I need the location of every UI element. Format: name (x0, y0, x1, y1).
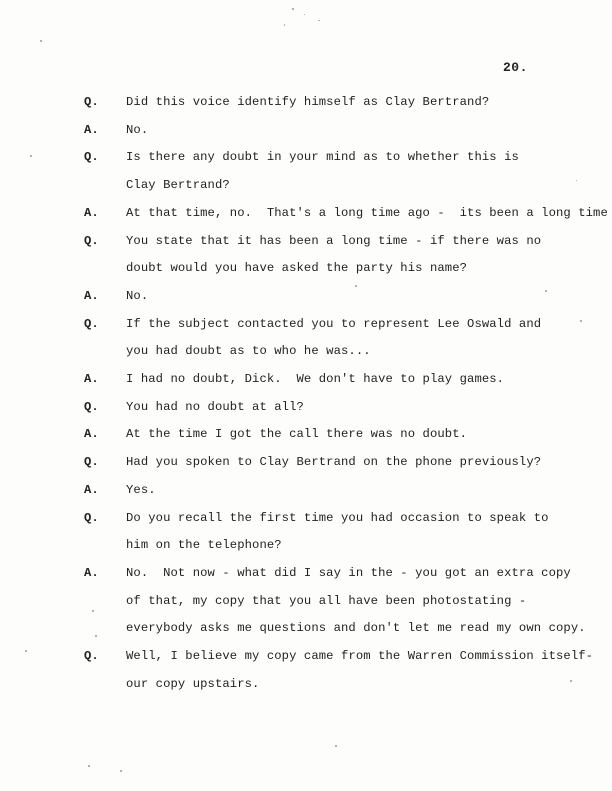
transcript-text: No. (126, 123, 149, 137)
speaker-label: A. (84, 372, 99, 386)
transcript-text: I had no doubt, Dick. We don't have to play games. (126, 372, 505, 386)
transcript-text: you had doubt as to who he was... (126, 344, 371, 358)
scan-speck (40, 40, 42, 42)
transcript-text: No. (126, 289, 149, 303)
transcript-line (0, 205, 612, 221)
transcript-line (0, 510, 612, 526)
transcript-line (0, 149, 612, 165)
scan-speck (355, 285, 357, 287)
speaker-label: Q. (84, 455, 99, 469)
transcript-line (0, 426, 612, 442)
speaker-label: A. (84, 427, 99, 441)
transcript-text: At the time I got the call there was no doubt. (126, 427, 468, 441)
speaker-label: Q. (84, 511, 99, 525)
transcript-line (0, 288, 612, 304)
speaker-label: Q. (84, 649, 99, 663)
scan-speck (120, 770, 122, 772)
transcript-line (0, 620, 612, 636)
transcript-line (0, 482, 612, 498)
transcript-text: No. Not now - what did I say in the - you got an extra copy (126, 566, 571, 580)
transcript-text: him on the telephone? (126, 538, 282, 552)
scan-speck (92, 610, 94, 612)
transcript-line (0, 316, 612, 332)
scan-speck (292, 8, 294, 10)
speaker-label: A. (84, 566, 99, 580)
speaker-label: A. (84, 483, 99, 497)
transcript-text: doubt would you have asked the party his name? (126, 261, 468, 275)
transcript-text: our copy upstairs. (126, 677, 260, 691)
transcript-text: Do you recall the first time you had occasion to speak to (126, 511, 549, 525)
page-number: 20. (503, 60, 528, 75)
transcript-text: Is there any doubt in your mind as to whether this is (126, 150, 519, 164)
transcript-text: At that time, no. That's a long time ago - its been a long time (126, 206, 608, 220)
speaker-label: A. (84, 289, 99, 303)
scan-speck (88, 765, 90, 767)
transcript-text: You state that it has been a long time - if there was no (126, 234, 542, 248)
scan-speck (335, 745, 337, 747)
transcript-line (0, 343, 612, 359)
scan-speck (318, 20, 320, 21)
transcript-text: of that, my copy that you all have been photostating - (126, 594, 527, 608)
transcript-text: If the subject contacted you to represent Lee Oswald and (126, 317, 542, 331)
transcript-line (0, 371, 612, 387)
transcript-text: Did this voice identify himself as Clay Bertrand? (126, 95, 490, 109)
transcript-line (0, 454, 612, 470)
speaker-label: Q. (84, 400, 99, 414)
transcript-text: Clay Bertrand? (126, 178, 230, 192)
transcript-line (0, 260, 612, 276)
transcript-line (0, 233, 612, 249)
transcript-line (0, 399, 612, 415)
speaker-label: A. (84, 123, 99, 137)
transcript-line (0, 94, 612, 110)
transcript-text: everybody asks me questions and don't let me read my own copy. (126, 621, 586, 635)
speaker-label: Q. (84, 150, 99, 164)
transcript-line (0, 565, 612, 581)
speaker-label: Q. (84, 95, 99, 109)
transcript-line (0, 537, 612, 553)
transcript-text: You had no doubt at all? (126, 400, 304, 414)
scan-speck (284, 24, 285, 26)
speaker-label: Q. (84, 234, 99, 248)
transcript-text: Well, I believe my copy came from the Warren Commission itself- (126, 649, 594, 663)
transcript-line (0, 122, 612, 138)
transcript-line (0, 593, 612, 609)
speaker-label: A. (84, 206, 99, 220)
transcript-line (0, 648, 612, 664)
transcript-line (0, 177, 612, 193)
transcript-text: Had you spoken to Clay Bertrand on the phone previously? (126, 455, 542, 469)
transcript-text: Yes. (126, 483, 156, 497)
scan-speck (304, 14, 305, 15)
transcript-line (0, 676, 612, 692)
speaker-label: Q. (84, 317, 99, 331)
